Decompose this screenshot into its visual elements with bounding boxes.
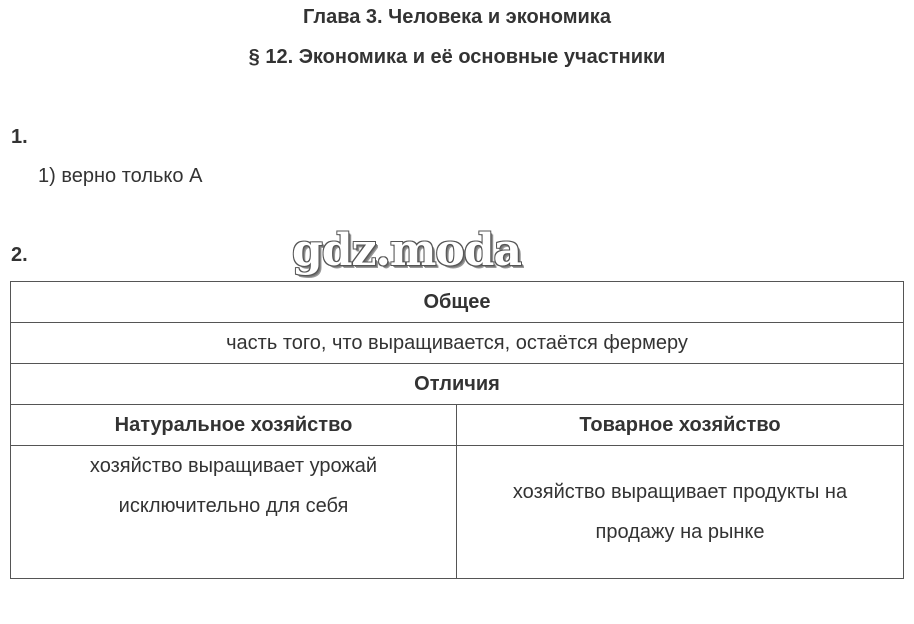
- task-1-number: 1.: [11, 126, 28, 148]
- task-1-answer: 1) верно только А: [38, 165, 203, 187]
- common-text-cell: часть того, что выращивается, остаётся фермеру: [11, 323, 904, 364]
- commodity-economy-line-1: хозяйство выращивает продукты на: [512, 481, 848, 503]
- task-2-number: 2.: [11, 244, 28, 266]
- differences-header-cell: Отличия: [11, 364, 904, 405]
- table-row: [11, 282, 904, 323]
- commodity-economy-cell: [457, 446, 904, 579]
- common-header-cell: Общее: [11, 282, 904, 323]
- natural-economy-line-1: хозяйство выращивает урожай: [89, 455, 378, 477]
- section-title: § 12. Экономика и её основные участники: [248, 46, 666, 68]
- natural-economy-line-2: исключительно для себя: [118, 495, 349, 517]
- natural-economy-header-cell: Натуральное хозяйство: [11, 405, 457, 446]
- commodity-economy-line-2: продажу на рынке: [595, 521, 765, 543]
- table-row: [11, 364, 904, 405]
- table-row: [11, 446, 904, 579]
- table-row: [11, 323, 904, 364]
- chapter-title: Глава 3. Человека и экономика: [303, 6, 611, 28]
- comparison-table: [10, 281, 904, 579]
- commodity-economy-header-cell: Товарное хозяйство: [457, 405, 904, 446]
- natural-economy-cell: [11, 446, 457, 579]
- table-row: [11, 405, 904, 446]
- watermark-logo: gdz.moda: [292, 225, 522, 276]
